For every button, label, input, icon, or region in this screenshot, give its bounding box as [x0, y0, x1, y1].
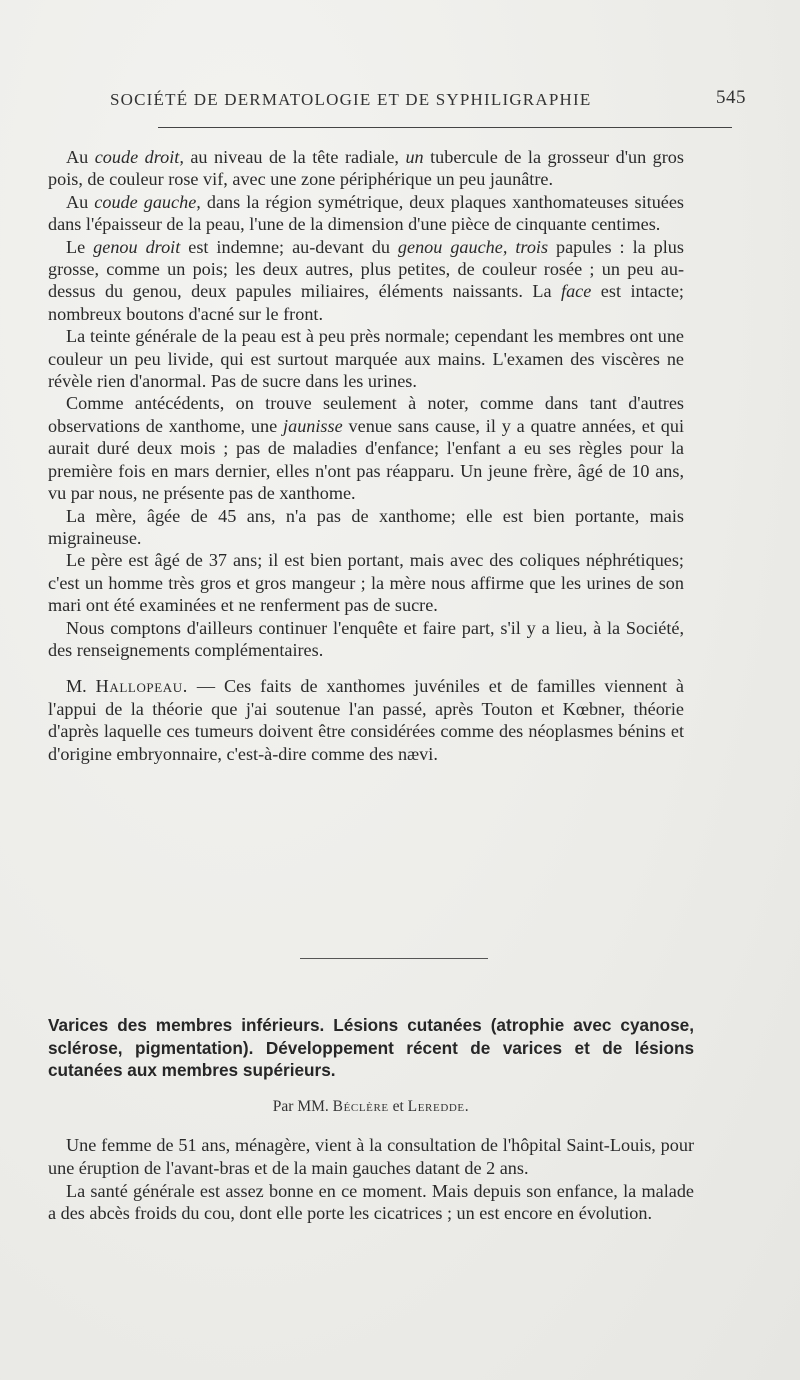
article-authors	[48, 1098, 694, 1116]
text-run: est indemne; au-devant du	[180, 236, 398, 257]
authors-prefix: Par MM.	[272, 1098, 333, 1115]
text-run: Au	[66, 191, 95, 212]
text-run: dans la région symétrique, deux plaques xanthomateuses situées dans l'épaisseur de la peau, l'une de la dimension d'une pièce de cinquante centimes.	[48, 191, 685, 235]
text-run: venue sans cause, il y a quatre années, et qui aurait duré deux mois ; pas de maladies d'enfance; l'enfant a eu ses règles pour la première fois en mars dernier, elles n'ont pas réapparu. Un jeune frère, âgé de 10 ans, vu par nous, ne présente pas de xanthome.	[48, 415, 684, 504]
text-run: La teinte générale de la peau est à peu près normale; cependant les membres ont une couleur un peu livide, qui est surtout marquée aux mains. L'examen des viscères ne révèle rien d'anormal. Pas de sucre dans les urines.	[48, 326, 684, 392]
paragraph-coude-droit	[48, 146, 684, 191]
text-run: Au	[66, 147, 95, 167]
article-title	[48, 1014, 694, 1082]
header-rule	[158, 127, 732, 128]
section-divider	[300, 958, 488, 959]
article-title-text: Varices des membres inférieurs. Lésions cutanées (atrophie avec cyanose, sclérose, pigmentation). Développement récent de varices et de lésions cutanées aux membres supérieurs.	[48, 1015, 694, 1081]
paragraph-enquete	[48, 617, 684, 662]
author-name: Leredde.	[407, 1098, 470, 1115]
text-run: Le père est âgé de 37 ans; il est bien portant, mais avec des coliques néphrétiques; c'est un homme très gros et gros mangeur ; la mère nous affirme que les urines de son mari ont été examinées et ne renferment pas de sucre.	[48, 550, 684, 616]
italic-run: coude gauche,	[94, 191, 201, 212]
page-number: 545	[716, 87, 746, 108]
text-run: au niveau de la tête radiale,	[183, 147, 406, 167]
paragraph-coude-gauche	[48, 191, 684, 236]
text-run: Comme antécédents, on trouve seulement à noter, comme dans tant d'autres observations de xanthome, une	[48, 393, 684, 436]
text-run: Le	[66, 236, 94, 257]
article-paragraph: Une femme de 51 ans, ménagère, vient à la consultation de l'hôpital Saint-Louis, pour une éruption de l'avant-bras et de la main gauches datant de 2 ans.	[48, 1135, 694, 1178]
running-title: SOCIÉTÉ DE DERMATOLOGIE ET DE SYPHILIGRAPHIE	[110, 90, 592, 109]
italic-run: genou gauche, trois	[397, 236, 549, 257]
text-run: Nous comptons d'ailleurs continuer l'enquête et faire part, s'il y a lieu, à la Société, des renseignements complémentaires.	[48, 617, 684, 660]
author-name: Béclère	[332, 1098, 389, 1115]
text-run: est intacte; nombreux boutons d'acné sur le front.	[48, 281, 684, 324]
article-paragraph: La santé générale est assez bonne en ce moment. Mais depuis son enfance, la malade a des abcès froids du cou, dont elle porte les cicatrices ; un est encore en évolution.	[48, 1180, 694, 1224]
speaker-name: Hallopeau.	[95, 676, 188, 697]
paragraph-pere	[48, 549, 684, 616]
text-run: papules : la plus grosse, comme un pois; les deux autres, plus petites, de couleur rosée ; un peu au-dessus du genou, deux papules miliaires, éléments naissants. La	[48, 236, 684, 302]
italic-run: face	[561, 281, 592, 302]
authors-joiner: et	[388, 1098, 408, 1115]
paragraph-antecedents	[48, 392, 684, 504]
paragraph-teinte	[48, 325, 684, 392]
italic-run: un	[405, 147, 424, 167]
journal-page	[48, 0, 746, 1380]
discussion-text: — Ces faits de xanthomes juvéniles et de familles viennent à l'appui de la théorie que j'ai soutenue l'an passé, après Touton et Kœbner, théorie d'après laquelle ces tumeurs doivent être considérées comme des néoplasmes bénins et d'origine embryonnaire, c'est-à-dire comme des nævi.	[48, 676, 684, 764]
speaker-prefix: M.	[66, 676, 96, 697]
italic-run: genou droit	[93, 236, 181, 257]
text-run: La mère, âgée de 45 ans, n'a pas de xanthome; elle est bien portante, mais migraineuse.	[48, 505, 684, 548]
italic-run: coude droit,	[94, 147, 184, 167]
case-report-text	[48, 146, 684, 765]
paragraph-mere	[48, 505, 684, 550]
paragraph-discussion	[48, 675, 684, 765]
paragraph-genou	[48, 236, 684, 326]
article-body	[48, 1134, 694, 1225]
italic-run: jaunisse	[283, 415, 343, 436]
text-run: tubercule de la grosseur d'un gros pois, de couleur rose vif, avec une zone périphérique un peu jaunâtre.	[48, 147, 684, 190]
